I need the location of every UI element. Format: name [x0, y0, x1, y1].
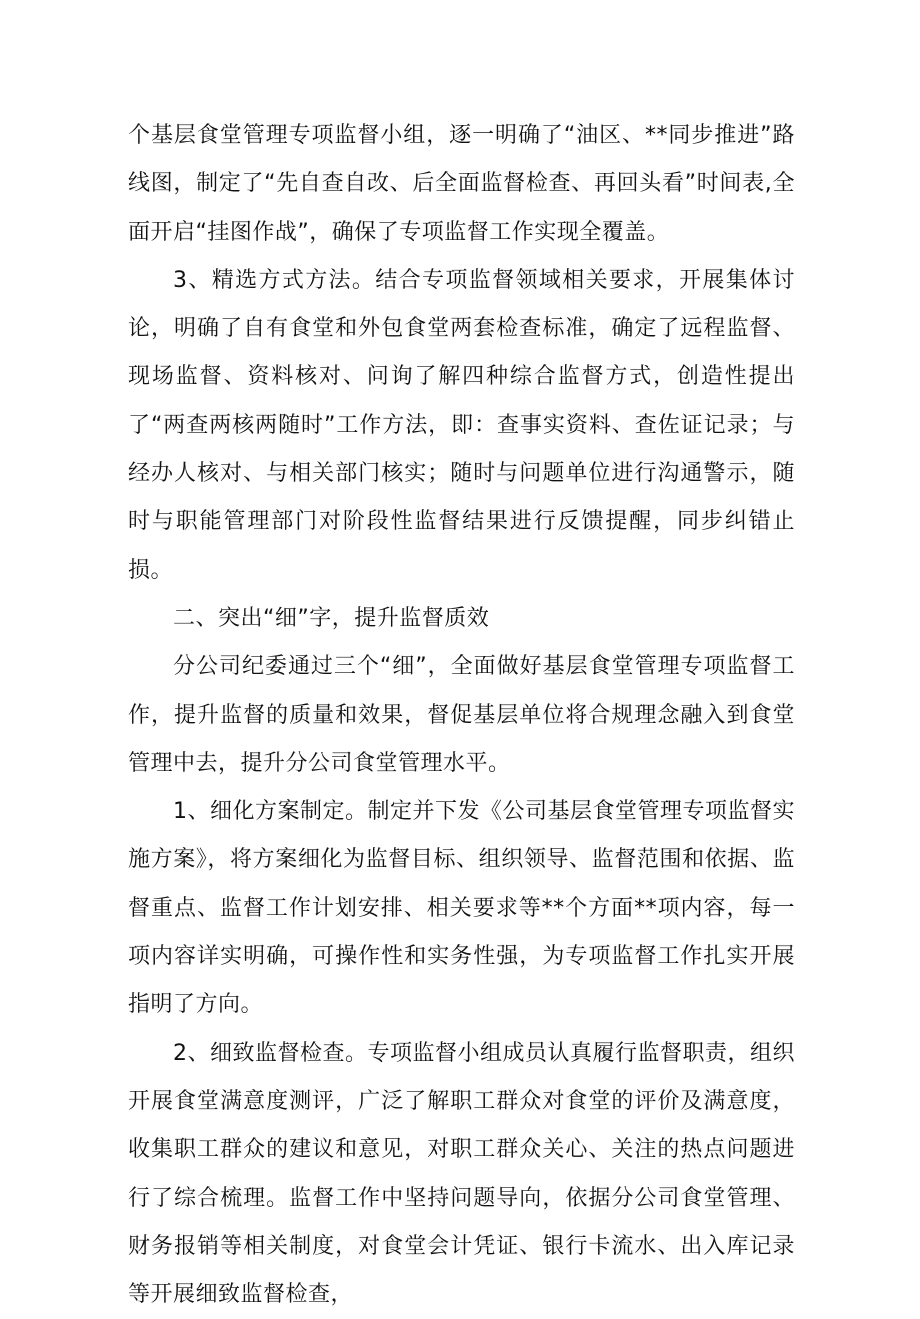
paragraph-section-intro: 分公司纪委通过三个“细”，全面做好基层食堂管理专项监督工作，提升监督的质量和效果，督促基层单位将合规理念融入到食堂管理中去，提升分公司食堂管理水平。: [128, 654, 796, 776]
document-body: [128, 112, 795, 1319]
paragraph-refine-plan: 1、细化方案制定。制定并下发《公司基层食堂管理专项监督实施方案》，将方案细化为监督目标、组织领导、监督范围和依据、监督重点、监督工作计划安排、相关要求等**个方面**项内容，每一项内容详实明确，可操作性和实务性强，为专项监督工作扎实开展指明了方向。: [128, 799, 795, 1018]
paragraph-detailed-inspection: 2、细致监督检查。专项监督小组成员认真履行监督职责，组织开展食堂满意度测评，广泛了解职工群众对食堂的评价及满意度，收集职工群众的建议和意见，对职工群众关心、关注的热点问题进行了综合梳理。监督工作中坚持问题导向，依据分公司食堂管理、财务报销等相关制度，对食堂会计凭证、银行卡流水、出入库记录等开展细致监督检查，: [128, 1040, 795, 1308]
section-heading: 二、突出“细”字，提升监督质效: [173, 605, 490, 631]
paragraph-continuation: 个基层食堂管理专项监督小组，逐一明确了“油区、**同步推进”路线图，制定了“先自查自改、后全面监督检查、再回头看”时间表,全面开启“挂图作战”，确保了专项监督工作实现全覆盖。: [128, 123, 795, 245]
paragraph-select-methods: 3、精选方式方法。结合专项监督领域相关要求，开展集体讨论，明确了自有食堂和外包食堂两套检查标准，确定了远程监督、现场监督、资料核对、问询了解四种综合监督方式，创造性提出了“两查两核两随时”工作方法，即：查事实资料、查佐证记录；与经办人核对、与相关部门核实；随时与问题单位进行沟通警示，随时与职能管理部门对阶段性监督结果进行反馈提醒，同步纠错止损。: [128, 267, 795, 583]
